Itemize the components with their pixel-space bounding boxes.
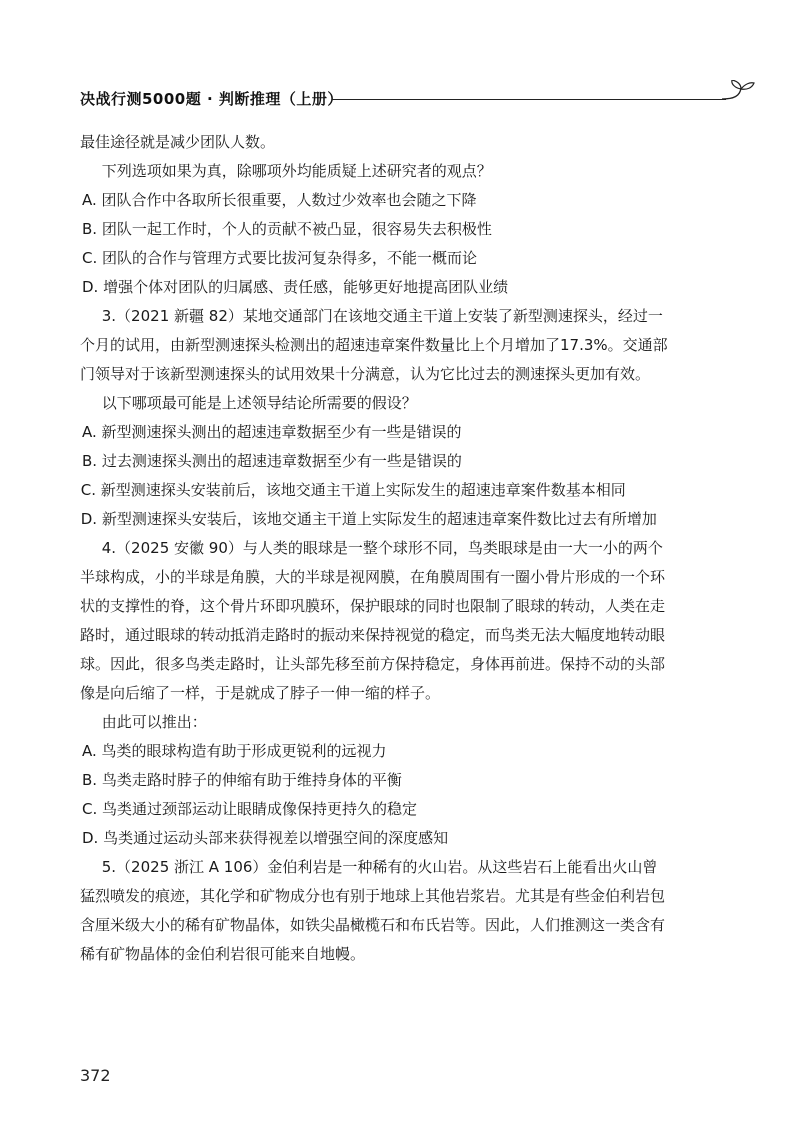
page-number: 372 — [80, 1066, 111, 1085]
answer-option: D. 鸟类通过运动头部来获得视差以增强空间的深度感知 — [82, 829, 449, 847]
answer-option: A. 团队合作中各取所长很重要，人数过少效率也会随之下降 — [82, 191, 477, 209]
paragraph: 下列选项如果为真，除哪项外均能质疑上述研究者的观点？ — [101, 162, 492, 180]
answer-option: B. 鸟类走路时脖子的伸缩有助于维持身体的平衡 — [82, 771, 402, 789]
paragraph: 最佳途径就是减少团队人数。 — [80, 133, 276, 151]
answer-option: C. 新型测速探头安装前后，该地交通主干道上实际发生的超速违章案件数基本相同 — [80, 481, 626, 499]
running-header — [80, 80, 680, 110]
answer-option: A. 鸟类的眼球构造有助于形成更锐利的远视力 — [82, 742, 387, 760]
answer-option: A. 新型测速探头测出的超速违章数据至少有一些是错误的 — [82, 423, 462, 441]
answer-option: B. 团队一起工作时，个人的贡献不被凸显，很容易失去积极性 — [82, 220, 492, 238]
paragraph: 以下哪项最可能是上述领导结论所需要的假设？ — [101, 394, 417, 412]
paragraph: 由此可以推出： — [101, 713, 207, 731]
answer-option: D. 增强个体对团队的归属感、责任感，能够更好地提高团队业绩 — [82, 278, 509, 296]
answer-option: B. 过去测速探头测出的超速违章数据至少有一些是错误的 — [82, 452, 462, 470]
answer-option: C. 鸟类通过颈部运动让眼睛成像保持更持久的稳定 — [82, 800, 418, 818]
header-rule — [332, 99, 726, 100]
sprout-icon — [720, 80, 760, 110]
answer-option: C. 团队的合作与管理方式要比拔河复杂得多，不能一概而论 — [82, 249, 478, 267]
answer-option: D. 新型测速探头安装后，该地交通主干道上实际发生的超速违章案件数比过去有所增加 — [80, 510, 657, 528]
page-body — [80, 128, 668, 969]
paragraph: 5.（2025 浙江 A 106）金伯利岩是一种稀有的火山岩。从这些岩石上能看出火山曾猛烈喷发的痕迹，其化学和矿物成分也有别于地球上其他岩浆岩。尤其是有些金伯利岩包含厘米级大小的稀有矿物晶体，如铁尖晶橄榄石和布氏岩等。因此，人们推测这一类含有稀有矿物晶体的金伯利岩很可能来自地幔。 — [80, 858, 666, 963]
book-title: 决战行测5000题 · 判断推理（上册） — [80, 90, 343, 108]
paragraph: 3.（2021 新疆 82）某地交通部门在该地交通主干道上安装了新型测速探头，经过一个月的试用，由新型测速探头检测出的超速违章案件数量比上个月增加了17.3%。交通部门领导对于该新型测速探头的试用效果十分满意，认为它比过去的测速探头更加有效。 — [80, 307, 668, 383]
paragraph: 4.（2025 安徽 90）与人类的眼球是一整个球形不同，鸟类眼球是由一大一小的两个半球构成，小的半球是角膜，大的半球是视网膜，在角膜周围有一圈小骨片形成的一个环状的支撑性的脊，这个骨片环即巩膜环，保护眼球的同时也限制了眼球的转动，人类在走路时，通过眼球的转动抵消走路时的振动来保持视觉的稳定，而鸟类无法大幅度地转动眼球。因此，很多鸟类走路时，让头部先移至前方保持稳定，身体再前进。保持不动的头部像是向后缩了一样，于是就成了脖子一伸一缩的样子。 — [80, 539, 666, 702]
